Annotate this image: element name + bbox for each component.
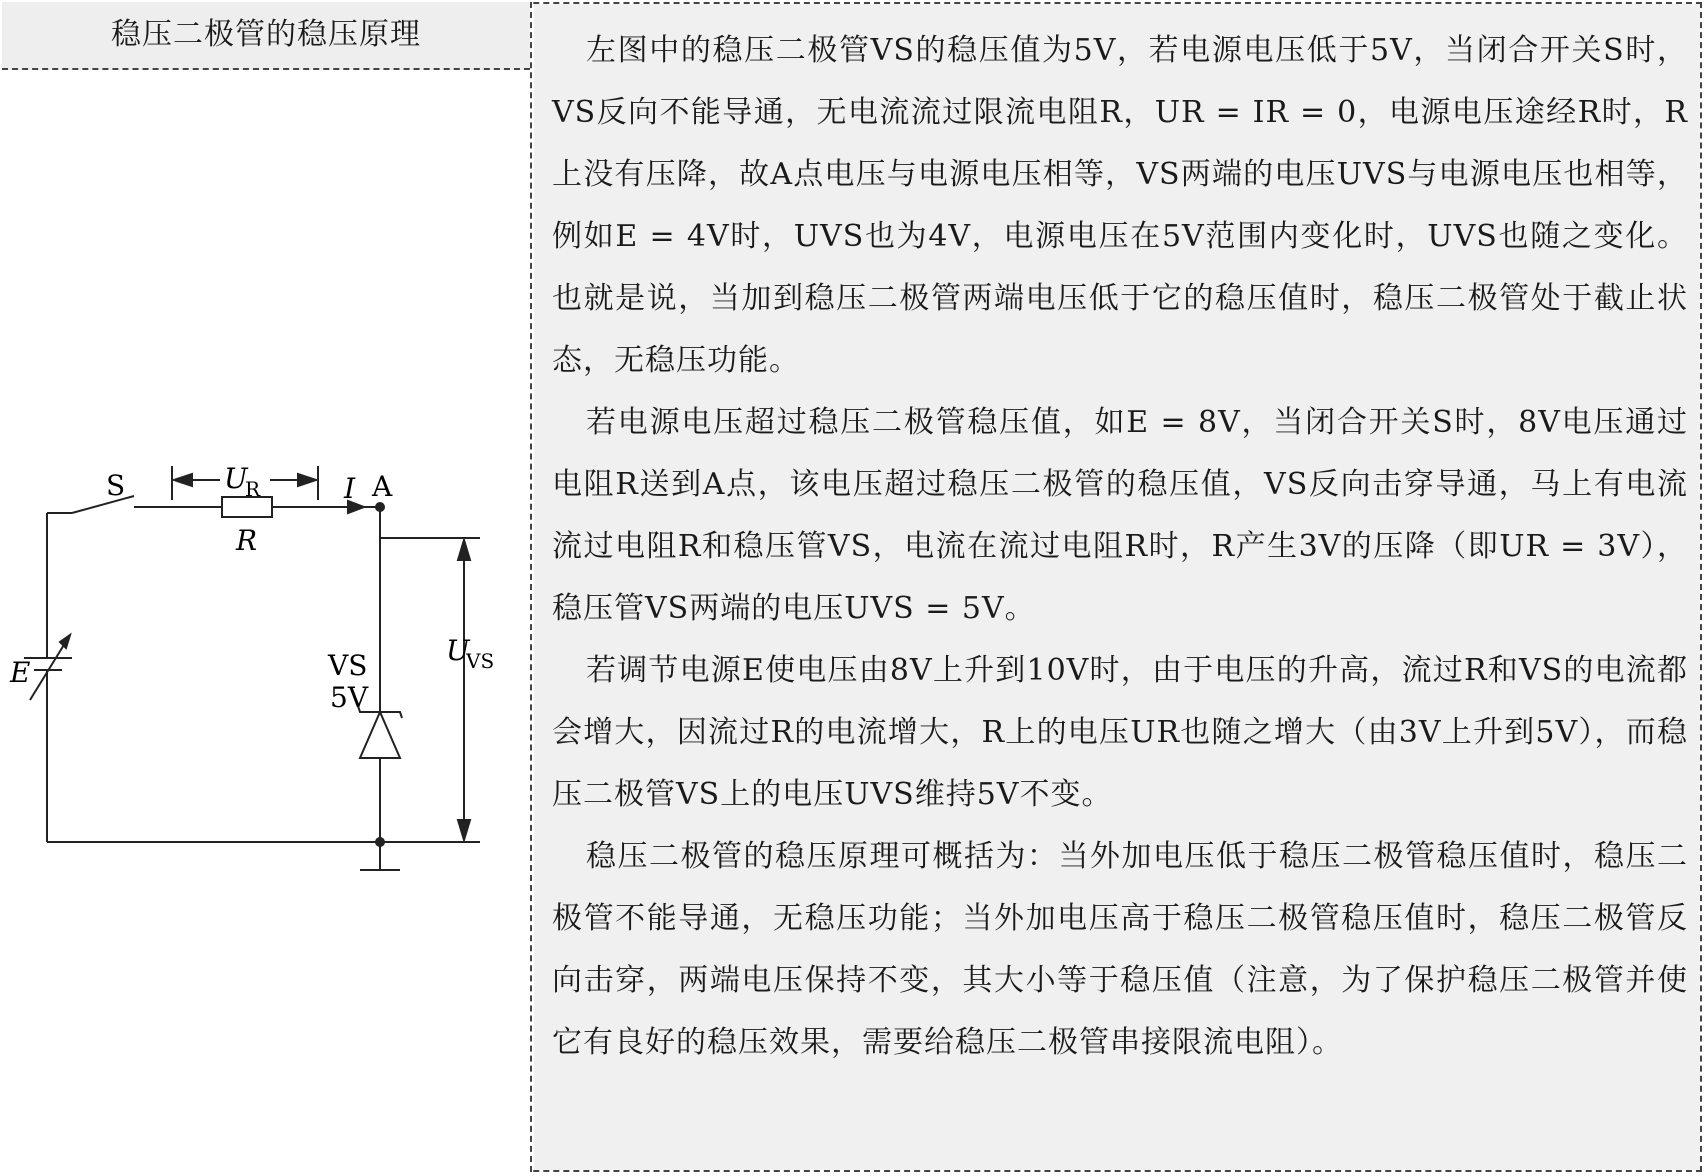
paragraph-3: 若调节电源E使电压由8V上升到10V时，由于电压的升高，流过R和VS的电流都会增大，因流过R的电流增大，R上的电压UR也随之增大（由3V上升到5V），而稳压二极管VS上的电压UVS维持5V不变。 [552,653,1688,812]
node-a-dot [375,502,385,512]
diode-name-label: VS [328,649,368,682]
panel-title: 稳压二极管的稳压原理 [2,2,530,70]
node-a-label: A [372,470,393,503]
left-panel [2,2,532,1172]
paragraph-4: 稳压二极管的稳压原理可概括为：当外加电压低于稳压二极管稳压值时，稳压二极管不能导通，无稳压功能；当外加电压高于稳压二极管稳压值时，稳压二极管反向击穿，两端电压保持不变，其大小等于稳压值（注意，为了保护稳压二极管并使它有良好的稳压效果，需要给稳压二极管串接限流电阻）。 [552,839,1688,1060]
zener-triangle [360,712,400,758]
uvs-subscript: VS [466,649,495,673]
switch-label: S [106,469,126,502]
resistor-label: R [236,524,258,557]
paragraph-1: 左图中的稳压二极管VS的稳压值为5V，若电源电压低于5V，当闭合开关S时，VS反向不能导通，无电流流过限流电阻R，UR = IR = 0，电源电压途经R时，R上没有压降，故A点电压与电源电压相等，VS两端的电压UVS与电源电压也相等，例如E = 4V时，UVS也为4V，电源电压在5V范围内变化时，UVS也随之变化。也就是说，当加到稳压二极管两端电压低于它的稳压值时，稳压二极管处于截止状态，无稳压功能。 [552,33,1688,378]
ur-subscript: R [245,477,261,501]
zener-circuit-diagram [2,70,530,1170]
explanation-panel [534,4,1700,1170]
current-label: I [344,472,356,505]
paragraph-2: 若电源电压超过稳压二极管稳压值，如E = 8V，当闭合开关S时，8V电压通过电阻R送到A点，该电压超过稳压二极管的稳压值，VS反向击穿导通，马上有电流流过电阻R和稳压管VS，电流在流过电阻R时，R产生3V的压降（即UR = 3V），稳压管VS两端的电压UVS = 5V。 [552,405,1688,626]
ur-label: U [224,462,248,495]
source-label: E [10,656,31,689]
uvs-label: U [446,634,470,667]
diode-value-label: 5V [330,681,369,714]
node-bottom-dot [375,837,385,847]
